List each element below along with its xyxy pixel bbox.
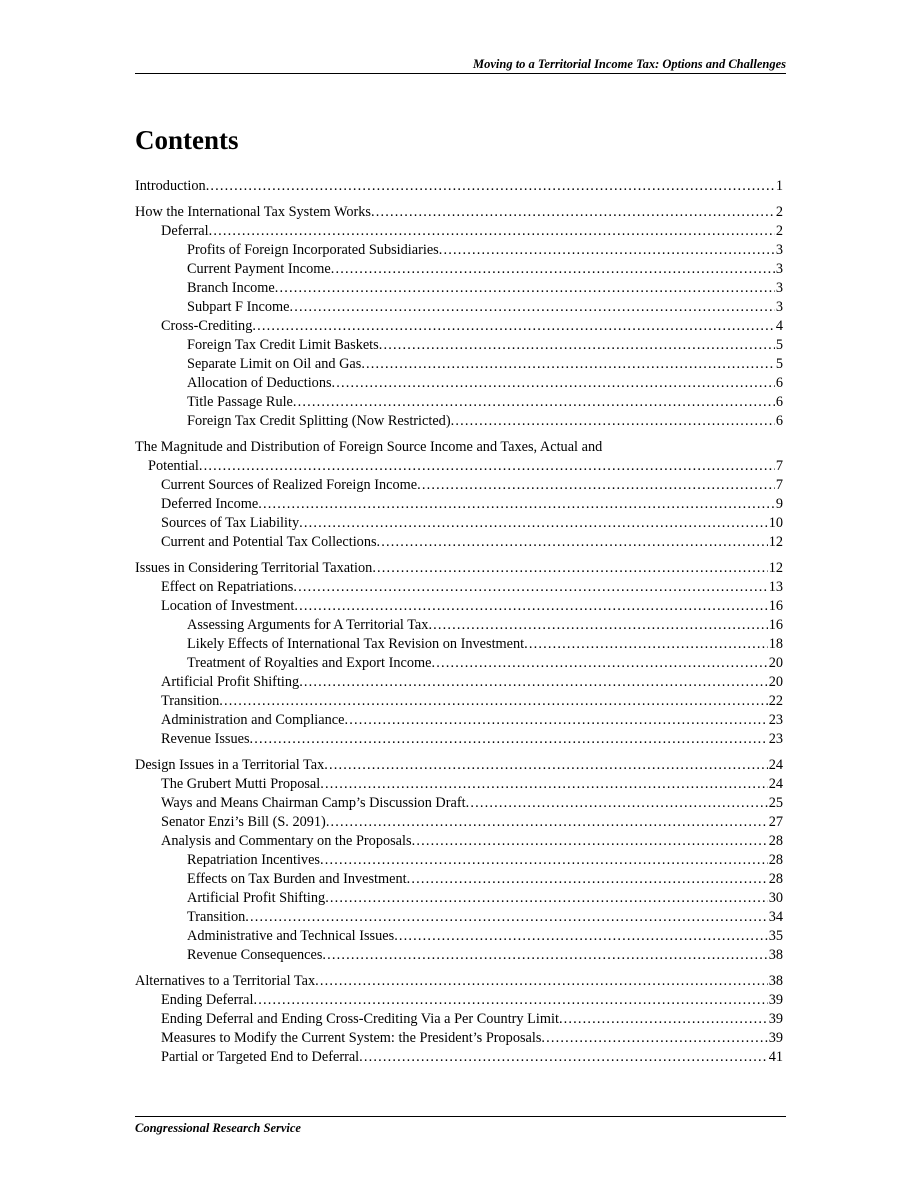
toc-entry-subpart-f-income[interactable]: Subpart F Income . . . 3 (135, 298, 783, 317)
toc-entry-branch-income[interactable]: Branch Income . . . 3 (135, 279, 783, 298)
toc-entry-transition[interactable]: Transition . . . 22 (135, 692, 783, 711)
toc-entry-transition-2[interactable]: Transition . . . 34 (135, 908, 783, 927)
toc-entry-sources-tax-liability[interactable]: Sources of Tax Liability . . . 10 (135, 514, 783, 533)
toc-entry-revenue-consequences[interactable]: Revenue Consequences . . . 38 (135, 946, 783, 965)
toc-entry-current-payment-income[interactable]: Current Payment Income . . . 3 (135, 260, 783, 279)
toc-entry-how-international-tax-system-works[interactable]: How the International Tax System Works . . . 2 (135, 203, 783, 222)
toc-entry-artificial-profit-shifting[interactable]: Artificial Profit Shifting . . . 20 (135, 673, 783, 692)
toc-entry-ftc-limit-baskets[interactable]: Foreign Tax Credit Limit Baskets . . . 5 (135, 336, 783, 355)
toc-entry-profits-foreign-subsidiaries[interactable]: Profits of Foreign Incorporated Subsidiaries . . . 3 (135, 241, 783, 260)
toc-entry-current-potential-tax-collections[interactable]: Current and Potential Tax Collections . . . 12 (135, 533, 783, 552)
toc-entry-camp-discussion-draft[interactable]: Ways and Means Chairman Camp’s Discussion Draft . . . 25 (135, 794, 783, 813)
footer-divider (135, 1116, 786, 1117)
toc-entry-introduction[interactable]: Introduction . . . 1 (135, 177, 783, 196)
toc-entry-presidents-proposals[interactable]: Measures to Modify the Current System: the President’s Proposals . . . 39 (135, 1029, 783, 1048)
toc-entry-partial-targeted-end[interactable]: Partial or Targeted End to Deferral . . . 41 (135, 1048, 783, 1067)
toc-entry-repatriation-incentives[interactable]: Repatriation Incentives . . . 28 (135, 851, 783, 870)
toc-entry-effect-on-repatriations[interactable]: Effect on Repatriations . . . 13 (135, 578, 783, 597)
toc-entry-title-passage-rule[interactable]: Title Passage Rule . . . 6 (135, 393, 783, 412)
toc-entry-administrative-technical[interactable]: Administrative and Technical Issues . . . 35 (135, 927, 783, 946)
toc-entry-alternatives[interactable]: Alternatives to a Territorial Tax . . . 38 (135, 972, 783, 991)
toc-entry-grubert-mutti-proposal[interactable]: The Grubert Mutti Proposal . . . 24 (135, 775, 783, 794)
toc-entry-magnitude-distribution[interactable] (135, 438, 783, 476)
toc-entry-location-of-investment[interactable]: Location of Investment . . . 16 (135, 597, 783, 616)
table-of-contents (135, 177, 783, 1067)
toc-entry-deferral[interactable]: Deferral . . . 2 (135, 222, 783, 241)
toc-entry-separate-limit-oil-gas[interactable]: Separate Limit on Oil and Gas . . . 5 (135, 355, 783, 374)
footer-publisher: Congressional Research Service (135, 1121, 301, 1135)
toc-entry-ftc-splitting[interactable]: Foreign Tax Credit Splitting (Now Restricted) . . . 6 (135, 412, 783, 431)
header-divider (135, 73, 786, 74)
page-title: Contents (135, 125, 239, 155)
toc-entry-current-sources-realized-income[interactable]: Current Sources of Realized Foreign Income . . . 7 (135, 476, 783, 495)
toc-entry-likely-effects-investment[interactable]: Likely Effects of International Tax Revision on Investment . . . 18 (135, 635, 783, 654)
toc-entry-enzi-bill[interactable]: Senator Enzi’s Bill (S. 2091) . . . 27 (135, 813, 783, 832)
toc-entry-cross-crediting[interactable]: Cross-Crediting . . . 4 (135, 317, 783, 336)
toc-entry-issues-territorial-taxation[interactable]: Issues in Considering Territorial Taxation . . . 12 (135, 559, 783, 578)
toc-entry-administration-compliance[interactable]: Administration and Compliance . . . 23 (135, 711, 783, 730)
toc-entry-artificial-profit-shifting-2[interactable]: Artificial Profit Shifting . . . 30 (135, 889, 783, 908)
toc-entry-ending-deferral[interactable]: Ending Deferral . . . 39 (135, 991, 783, 1010)
toc-entry-effects-tax-burden[interactable]: Effects on Tax Burden and Investment . . . 28 (135, 870, 783, 889)
toc-entry-royalties-export-income[interactable]: Treatment of Royalties and Export Income . . . 20 (135, 654, 783, 673)
toc-entry-text-line1: The Magnitude and Distribution of Foreign Source Income and Taxes, Actual and (135, 439, 603, 455)
toc-entry-analysis-commentary[interactable]: Analysis and Commentary on the Proposals . . . 28 (135, 832, 783, 851)
toc-entry-text-line2-row: Potential . . . 7 (135, 457, 783, 476)
toc-entry-revenue-issues[interactable]: Revenue Issues . . . 23 (135, 730, 783, 749)
running-header: Moving to a Territorial Income Tax: Options and Challenges (472, 57, 786, 71)
toc-entry-allocation-of-deductions[interactable]: Allocation of Deductions . . . 6 (135, 374, 783, 393)
toc-entry-deferred-income[interactable]: Deferred Income . . . 9 (135, 495, 783, 514)
toc-entry-design-issues[interactable]: Design Issues in a Territorial Tax . . . 24 (135, 756, 783, 775)
toc-entry-assessing-arguments[interactable]: Assessing Arguments for A Territorial Tax . . . 16 (135, 616, 783, 635)
toc-entry-per-country-limit[interactable]: Ending Deferral and Ending Cross-Crediting Via a Per Country Limit . . . 39 (135, 1010, 783, 1029)
